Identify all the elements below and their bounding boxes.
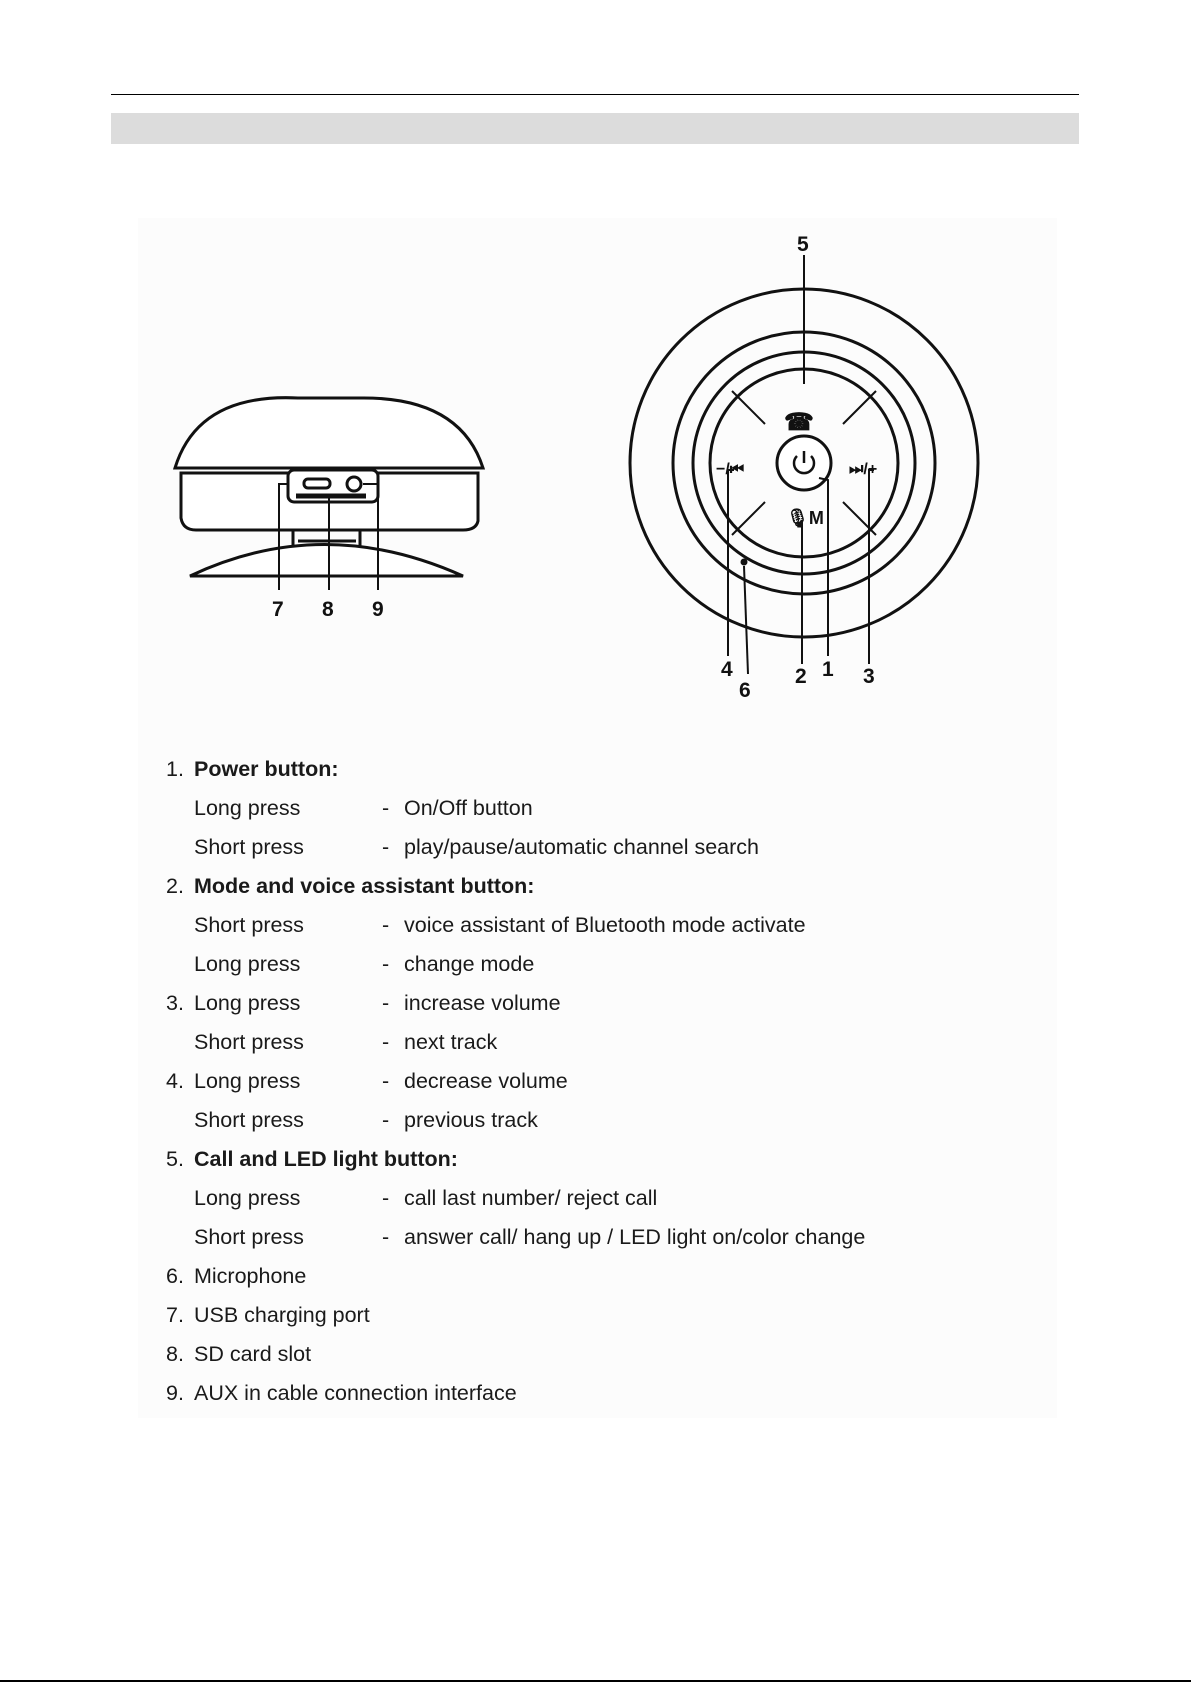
- item-number: 3.: [166, 991, 184, 1015]
- speaker-side-view: [175, 398, 483, 590]
- footer-rule: [0, 1680, 1191, 1682]
- function-description: change mode: [404, 952, 535, 976]
- separator: -: [382, 1108, 390, 1132]
- callout-8: 8: [322, 598, 334, 621]
- function-description: decrease volume: [404, 1069, 568, 1093]
- callout-4: 4: [721, 658, 733, 681]
- separator: -: [382, 991, 390, 1015]
- callout-3: 3: [863, 665, 875, 688]
- press-type: Long press: [194, 796, 301, 820]
- press-type: Short press: [194, 1225, 304, 1249]
- call-led-icon: ☎: [784, 409, 814, 436]
- legend-item: [138, 1296, 1057, 1335]
- item-heading: Mode and voice assistant button:: [194, 874, 535, 898]
- press-type: Short press: [194, 1030, 304, 1054]
- callout-6: 6: [739, 679, 751, 702]
- legend-item: [138, 828, 1057, 867]
- item-number: 8.: [166, 1342, 184, 1366]
- press-type: Short press: [194, 913, 304, 937]
- separator: -: [382, 1186, 390, 1210]
- item-number: 9.: [166, 1381, 184, 1405]
- separator: -: [382, 913, 390, 937]
- legend-item: [138, 906, 1057, 945]
- callout-1: 1: [822, 658, 834, 681]
- legend-item: [138, 1140, 1057, 1179]
- mode-mic-icon: 🎙M: [786, 508, 824, 528]
- function-description: On/Off button: [404, 796, 533, 820]
- separator: -: [382, 952, 390, 976]
- microphone-hole: [741, 559, 747, 565]
- section-header-bar: [111, 113, 1079, 144]
- callout-2: 2: [795, 665, 807, 688]
- header-rule: [111, 94, 1079, 95]
- legend-item: [138, 750, 1057, 789]
- callout-7: 7: [272, 598, 284, 621]
- item-number: 2.: [166, 874, 184, 898]
- function-description: next track: [404, 1030, 498, 1054]
- item-number: 7.: [166, 1303, 184, 1327]
- item-heading: Power button:: [194, 757, 339, 781]
- item-number: 1.: [166, 757, 184, 781]
- legend-item: [138, 984, 1057, 1023]
- legend-item: [138, 1374, 1057, 1413]
- function-description: previous track: [404, 1108, 538, 1132]
- function-description: increase volume: [404, 991, 561, 1015]
- button-legend: [138, 750, 1057, 1413]
- item-number: 4.: [166, 1069, 184, 1093]
- function-description: answer call/ hang up / LED light on/color change: [404, 1225, 866, 1249]
- separator: -: [382, 1225, 390, 1249]
- legend-item: [138, 1218, 1057, 1257]
- press-type: Long press: [194, 1069, 301, 1093]
- function-description: call last number/ reject call: [404, 1186, 658, 1210]
- speaker-diagram: [138, 218, 1057, 738]
- legend-item: [138, 1101, 1057, 1140]
- legend-item: [138, 1335, 1057, 1374]
- item-label: USB charging port: [194, 1303, 370, 1327]
- legend-item: [138, 945, 1057, 984]
- item-label: SD card slot: [194, 1342, 312, 1366]
- item-number: 6.: [166, 1264, 184, 1288]
- callout-9: 9: [372, 598, 384, 621]
- item-heading: Call and LED light button:: [194, 1147, 458, 1171]
- legend-item: [138, 1179, 1057, 1218]
- press-type: Long press: [194, 991, 301, 1015]
- item-label: AUX in cable connection interface: [194, 1381, 517, 1405]
- legend-item: [138, 1023, 1057, 1062]
- press-type: Long press: [194, 952, 301, 976]
- legend-item: [138, 1257, 1057, 1296]
- prev-volume-down-icon: −/⏮: [716, 461, 745, 478]
- item-number: 5.: [166, 1147, 184, 1171]
- item-label: Microphone: [194, 1264, 307, 1288]
- separator: -: [382, 1030, 390, 1054]
- press-type: Long press: [194, 1186, 301, 1210]
- legend-item: [138, 789, 1057, 828]
- press-type: Short press: [194, 1108, 304, 1132]
- next-volume-up-icon: ⏭/+: [849, 461, 878, 478]
- product-figure: [138, 218, 1057, 1418]
- callout-5: 5: [797, 233, 809, 256]
- legend-item: [138, 1062, 1057, 1101]
- function-description: voice assistant of Bluetooth mode activate: [404, 913, 806, 937]
- press-type: Short press: [194, 835, 304, 859]
- separator: -: [382, 796, 390, 820]
- legend-item: [138, 867, 1057, 906]
- separator: -: [382, 1069, 390, 1093]
- separator: -: [382, 835, 390, 859]
- function-description: play/pause/automatic channel search: [404, 835, 759, 859]
